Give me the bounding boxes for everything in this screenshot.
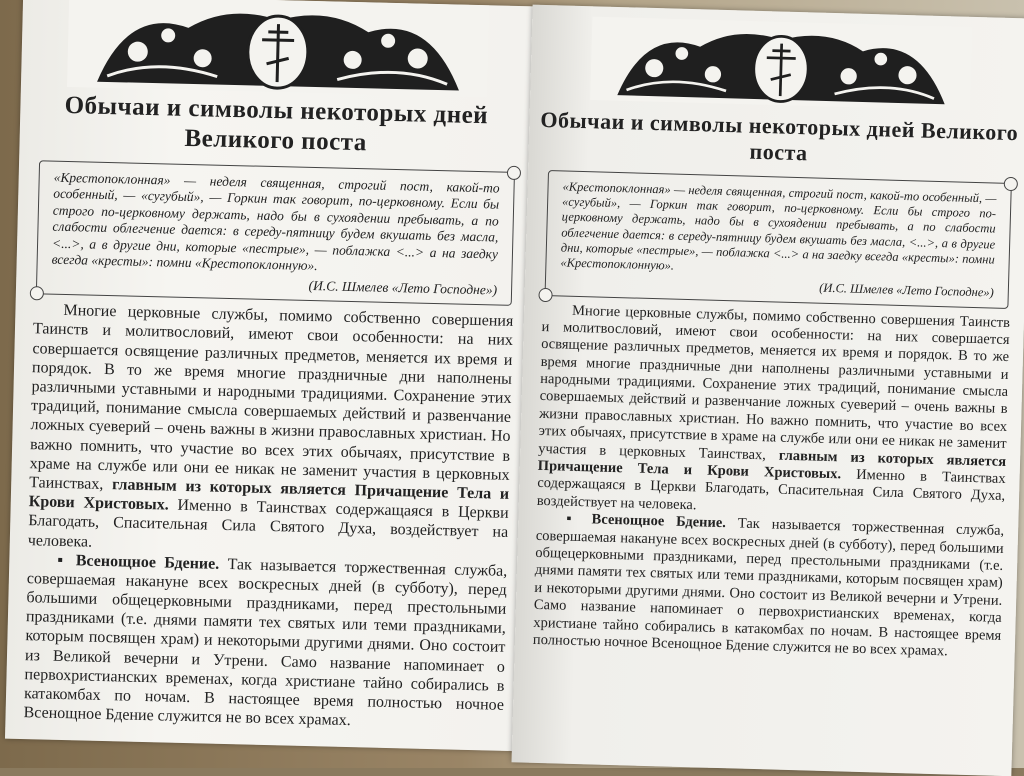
epigraph-scroll	[545, 170, 1012, 309]
ornament-header	[67, 0, 489, 97]
paragraph-intro-bold: главным из которых является Причащение Тела и Крови Христовых.	[29, 476, 510, 514]
bullet-icon: ▪	[566, 511, 580, 527]
paragraph-vigil	[23, 550, 507, 734]
paragraph-intro-bold: главным из которых является Причащение Тела и Крови Христовых.	[538, 447, 1007, 482]
epigraph-author: (И.С. Шмелев «Лето Господне»)	[560, 274, 994, 301]
scroll-roll-icon	[538, 287, 552, 301]
epigraph-scroll	[36, 160, 515, 306]
paragraph-intro-text: Многие церковные службы, помимо собственно совершения Таинств и молитвословий, имеют свои особенности: на них совершается освящение различных предметов, меняется их время и порядок. В то же время многие праздничные дни наполнены различными уставными и народными традициями. Сохранение этих традиций, понимание смысла совершаемых действий и развенчание ложных суеверий – очень важны в жизни православных христиан. Но важно помнить, что участие во всех этих обычаях, присутствие в храме на службе или они ее никак не заменит участия в церковных Таинствах,	[29, 302, 513, 493]
paragraph-intro-end: Именно в Таинствах содержащаяся в Церкви Благодать, Спасительная Сила Святого Духа, воздействует на человека.	[537, 467, 1006, 513]
epigraph-text: «Крестопоклонная» — неделя священная, строгий пост, какой-то особенный, — «сугубый», — Горкин так говорит, по-церковному. Если бы строго по-церковному держать, надо бы в сухоядении пребывать, а по слабости облегчение дается: в середу-пятницу будем вкушать без масла, <...>, а в другие дни, которые «пестрые», — поблажка <...> а на заедку всегда «кресты»: помни «Крестопоклонную».	[51, 170, 499, 280]
article-title: Обычаи и символы некоторых дней Великого поста	[27, 90, 524, 162]
epigraph-text: «Крестопоклонная» — неделя священная, строгий пост, какой-то особенный, — «сугубый», — Горкин так говорит, по-церковному. Если бы строго по-церковному держать, надо бы в сухоядении пребывать, а по слабости облегчение дается: в середу-пятницу будем вкушать без масла, <...>, а в другие дни, которые «пестрые», — поблажка <...> а на заедку всегда «кресты»: помни «Крестопоклонную».	[560, 179, 996, 283]
vigil-text: Так называется торжественная служба, совершаемая накануне всех воскресных дней (в субботу), перед большими общецерковными праздниками, перед престольными праздниками (т.е. днями памяти тех святых или теми праздниками, которым посвящен храм) и некоторыми другими днями. Оно состоит из Великой вечерни и Утрени. Само название напоминает о первохристианских временах, когда христиане тайно собирались в катакомбах по ночам. В настоящее время полностью ночное Всенощное Бдение служится не во всех храмах.	[533, 516, 1005, 660]
scroll-roll-icon	[507, 166, 521, 180]
paragraph-intro	[28, 300, 514, 561]
article-title: Обычаи и символы некоторых дней Великого поста	[536, 107, 1021, 173]
page-left	[5, 0, 535, 751]
paragraph-intro-text: Многие церковные службы, помимо собственно совершения Таинств и молитвословий, имеют свои особенности: на них совершается освящение различных предметов, меняется их время и порядок. В то же время многие праздничные дни наполнены различными уставными и народными традициями. Сохранение этих традиций, понимание смысла совершаемых действий и развенчание ложных суеверий – очень важны в жизни православных христиан. Но важно помнить, что участие во всех этих обычаях, присутствие в храме на службе или они ее никак не заменит участия в церковных Таинствах,	[538, 302, 1010, 463]
ornament-header	[590, 12, 972, 115]
page-right	[511, 5, 1024, 776]
bullet-icon: ▪	[57, 552, 67, 569]
vigil-heading: Всенощное Бдение.	[76, 552, 220, 572]
paragraph-intro	[537, 301, 1011, 523]
scroll-roll-icon	[30, 286, 44, 300]
vigil-text: Так называется торжественная служба, совершаемая накануне всех воскресных дней (в субботу), перед большими общецерковными праздниками, перед престольными праздниками (т.е. днями памяти тех святых или теми праздниками, которым посвящен храм) и некоторыми другими днями. Оно состоит из Великой вечерни и Утрени. Само название напоминает о первохристианских временах, когда христиане тайно собирались в катакомбах по ночам. В настоящее время полностью ночное Всенощное Бдение служится не во всех храмах.	[23, 556, 507, 730]
scroll-roll-icon	[1004, 177, 1018, 191]
article-body	[533, 301, 1011, 662]
article-body	[23, 300, 513, 734]
paragraph-vigil	[533, 510, 1005, 662]
epigraph-author: (И.С. Шмелев «Лето Господне»)	[51, 271, 497, 298]
vigil-heading: Всенощное Бдение.	[591, 512, 726, 532]
paragraph-intro-end: Именно в Таинствах содержащаяся в Церкви Благодать, Спасительная Сила Святого Духа, воздействует на человека.	[28, 497, 509, 550]
